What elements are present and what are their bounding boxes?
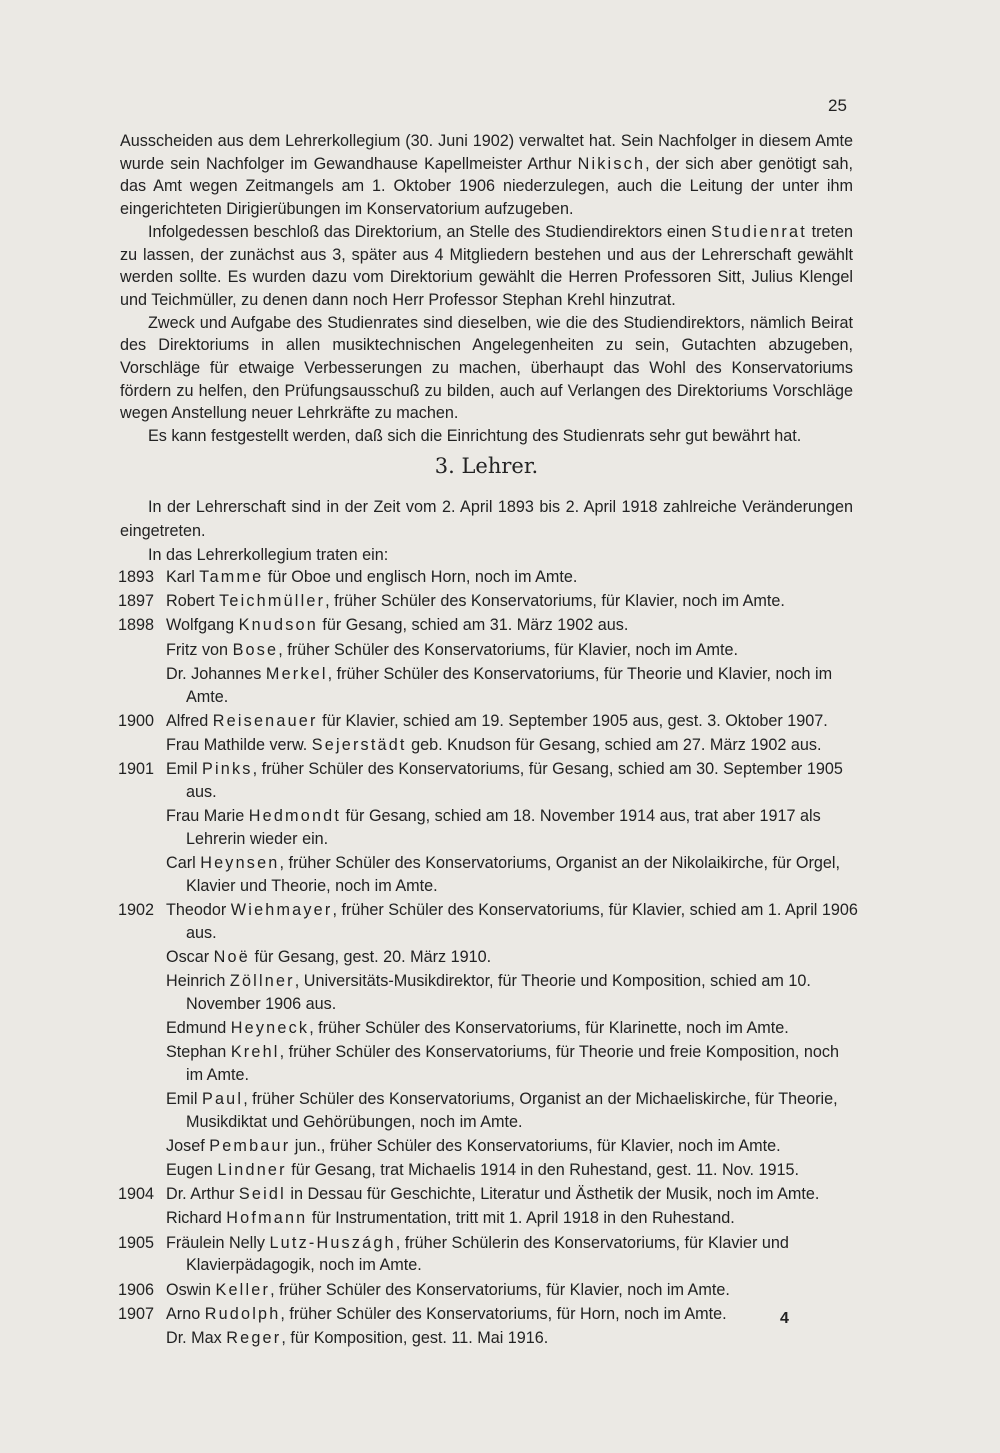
entry-text: Eugen Lindner für Gesang, trat Michaelis 1914 in den Ruhestand, gest. 11. Nov. 1915.: [166, 1161, 800, 1180]
teacher-name: Wiehmayer: [230, 900, 333, 919]
teacher-entry: [118, 1207, 858, 1230]
entry-year: 1902: [118, 900, 155, 919]
teacher-entry: [118, 1159, 858, 1182]
teacher-name: Sejerstädt: [311, 735, 407, 754]
teacher-entry: [118, 805, 858, 850]
teacher-entry: [118, 590, 858, 613]
entry-year: 1897: [118, 592, 155, 611]
teacher-entry: [118, 614, 858, 637]
entry-text: Fritz von Bose, früher Schüler des Konservatoriums, für Klavier, noch im Amte.: [166, 640, 739, 659]
teacher-name: Teichmüller: [219, 592, 326, 611]
entry-text: Wolfgang Knudson für Gesang, schied am 31. März 1902 aus.: [166, 616, 629, 635]
entry-year: 1893: [118, 568, 155, 586]
teacher-name: Lindner: [217, 1161, 287, 1180]
entry-text: Frau Marie Hedmondt für Gesang, schied am 18. November 1914 aus, trat aber 1917 als Lehrerin wieder ein.: [166, 807, 821, 848]
teacher-entry: [118, 899, 858, 944]
teacher-entry: [118, 1041, 858, 1086]
section-intro: [120, 495, 853, 567]
entry-text: Dr. Arthur Seidl in Dessau für Geschichte, Literatur und Ästhetik der Musik, noch im Amte.: [166, 1185, 820, 1204]
teacher-entry: [118, 734, 858, 757]
teacher-name: Rudolph: [204, 1304, 281, 1323]
signature-mark: 4: [780, 1310, 789, 1327]
teacher-list: [118, 566, 858, 1351]
entry-text: Karl Tamme für Oboe und englisch Horn, noch im Amte.: [166, 568, 578, 586]
teacher-name: Hedmondt: [248, 807, 342, 826]
entry-text: Josef Pembaur jun., früher Schüler des Konservatoriums, für Klavier, noch im Amte.: [166, 1136, 781, 1155]
teacher-name: Seidl: [238, 1185, 286, 1204]
teacher-name: Zöllner: [229, 971, 295, 990]
entry-year: 1905: [118, 1233, 155, 1252]
teacher-entry: [118, 1088, 858, 1133]
teacher-name: Pembaur: [209, 1136, 291, 1155]
teacher-entry: [118, 639, 858, 662]
entry-text: Stephan Krehl, früher Schüler des Konservatoriums, für Theorie und freie Komposition, noch im Amte.: [166, 1043, 839, 1084]
teacher-name: Heyneck: [230, 1018, 310, 1037]
entry-year: 1900: [118, 711, 155, 730]
teacher-entry: [118, 1232, 858, 1277]
entry-text: Alfred Reisenauer für Klavier, schied am 19. September 1905 aus, gest. 3. Oktober 1907.: [166, 711, 828, 730]
entry-text: Arno Rudolph, früher Schüler des Konservatoriums, für Horn, noch im Amte.: [166, 1304, 727, 1323]
paragraph: Ausscheiden aus dem Lehrerkollegium (30. Juni 1902) verwaltet hat. Sein Nachfolger in diesem Amte wurde sein Nachfolger im Gewandhause Kapellmeister Arthur Nikisch, der sich aber genötigt sah, das Amt wegen Zeitmangels am 1. Oktober 1906 niederzulegen, auch die Leitung der unter ihm eingerichteten Dirigierübungen im Konservatorium aufzugeben.: [120, 132, 853, 219]
entry-text: Theodor Wiehmayer, früher Schüler des Konservatoriums, für Klavier, schied am 1. April 1906 aus.: [166, 900, 858, 942]
teacher-name: Krehl: [230, 1043, 280, 1062]
entry-text: Heinrich Zöllner, Universitäts-Musikdirektor, für Theorie und Komposition, schied am 10. November 1906 aus.: [166, 971, 811, 1013]
body-text: [120, 130, 853, 448]
teacher-entry: [118, 1279, 858, 1302]
teacher-name: Lutz-Huszágh: [269, 1233, 396, 1252]
teacher-entry: [118, 566, 858, 589]
entry-text: Robert Teichmüller, früher Schüler des Konservatoriums, für Klavier, noch im Amte.: [166, 592, 785, 611]
teacher-entry: [118, 852, 858, 897]
paragraph: Zweck und Aufgabe des Studienrates sind dieselben, wie die des Studiendirektors, nämlich Beirat des Direktoriums in allen musiktechnischen Angelegenheiten zu sein, Gutachten abzugeben, Vorschläge für etwaige Verbesserungen zu machen, überhaupt das Wohl des Konservatoriums fördern zu helfen, den Prüfungsausschuß zu bilden, auch auf Verlangen des Direktoriums Vorschläge wegen Anstellung neuer Lehrkräfte zu machen.: [120, 313, 853, 423]
entry-text: Emil Paul, früher Schüler des Konservatoriums, Organist an der Michaeliskirche, für Theorie, Musikdiktat und Gehörübungen, noch im Amte.: [166, 1089, 838, 1131]
entry-text: Carl Heynsen, früher Schüler des Konservatoriums, Organist an der Nikolaikirche, für Orgel, Klavier und Theorie, noch im Amte.: [166, 853, 840, 895]
teacher-entry: [118, 1303, 858, 1326]
spaced-term: Studienrat: [711, 222, 807, 241]
teacher-name: Reisenauer: [212, 711, 318, 730]
teacher-entry: [118, 710, 858, 733]
paragraph: Es kann festgestellt werden, daß sich die Einrichtung des Studienrats sehr gut bewährt hat.: [148, 427, 802, 446]
paragraph: Infolgedessen beschloß das Direktorium, an Stelle des Studiendirektors einen Studienrat treten zu lassen, der zunächst aus 3, später aus 4 Mitgliedern bestehen und aus der Lehrerschaft gewählt werden sollte. Es wurden dazu vom Direktorium gewählt die Herren Professoren Sitt, Julius Klengel und Teichmüller, zu denen dann noch Herr Professor Stephan Krehl hinzutrat.: [120, 222, 853, 309]
entry-text: Fräulein Nelly Lutz-Huszágh, früher Schülerin des Konservatoriums, für Klavier und Klavierpädagogik, noch im Amte.: [166, 1233, 789, 1275]
teacher-name: Bose: [232, 640, 279, 659]
teacher-name: Hofmann: [226, 1209, 308, 1228]
teacher-name: Keller: [215, 1280, 271, 1299]
teacher-name: Knudson: [238, 616, 318, 635]
entry-year: 1901: [118, 760, 155, 779]
teacher-entry: [118, 970, 858, 1015]
entry-text: Emil Pinks, früher Schüler des Konservatoriums, für Gesang, schied am 30. September 1905 aus.: [166, 760, 843, 801]
intro-paragraph: In der Lehrerschaft sind in der Zeit vom 2. April 1893 bis 2. April 1918 zahlreiche Veränderungen eingetreten.: [120, 498, 853, 540]
page-number: 25: [828, 96, 847, 115]
entry-year: 1898: [118, 616, 155, 635]
teacher-entry: [118, 1017, 858, 1040]
intro-paragraph: In das Lehrerkollegium traten ein:: [148, 546, 389, 564]
entry-text: Frau Mathilde verw. Sejerstädt geb. Knudson für Gesang, schied am 27. März 1902 aus.: [166, 735, 822, 754]
teacher-name: Pinks: [201, 760, 253, 779]
teacher-entry: [118, 663, 858, 708]
teacher-name: Reger: [226, 1329, 282, 1347]
teacher-name: Noë: [213, 947, 250, 966]
entry-text: Dr. Max Reger, für Komposition, gest. 11. Mai 1916.: [166, 1329, 549, 1347]
teacher-entry: [118, 1327, 858, 1350]
entry-text: Dr. Johannes Merkel, früher Schüler des Konservatoriums, für Theorie und Klavier, noch im Amte.: [166, 664, 833, 706]
teacher-name: Heynsen: [200, 853, 280, 872]
section-heading: 3. Lehrer.: [434, 454, 539, 478]
teacher-entry: [118, 946, 858, 969]
teacher-name: Paul: [201, 1089, 244, 1108]
entry-text: Edmund Heyneck, früher Schüler des Konservatoriums, für Klarinette, noch im Amte.: [166, 1018, 789, 1037]
entry-text: Oswin Keller, früher Schüler des Konservatoriums, für Klavier, noch im Amte.: [166, 1280, 730, 1299]
spaced-name: Nikisch: [577, 154, 646, 173]
teacher-name: Merkel: [265, 664, 328, 683]
teacher-name: Tamme: [199, 568, 264, 586]
teacher-entry: [118, 1183, 858, 1206]
teacher-entry: [118, 758, 858, 803]
entry-year: 1907: [118, 1304, 155, 1323]
teacher-entry: [118, 1135, 858, 1158]
entry-text: Oscar Noë für Gesang, gest. 20. März 1910.: [166, 947, 492, 966]
entry-year: 1906: [118, 1280, 155, 1299]
entry-text: Richard Hofmann für Instrumentation, tritt mit 1. April 1918 in den Ruhestand.: [166, 1209, 735, 1228]
entry-year: 1904: [118, 1185, 155, 1204]
